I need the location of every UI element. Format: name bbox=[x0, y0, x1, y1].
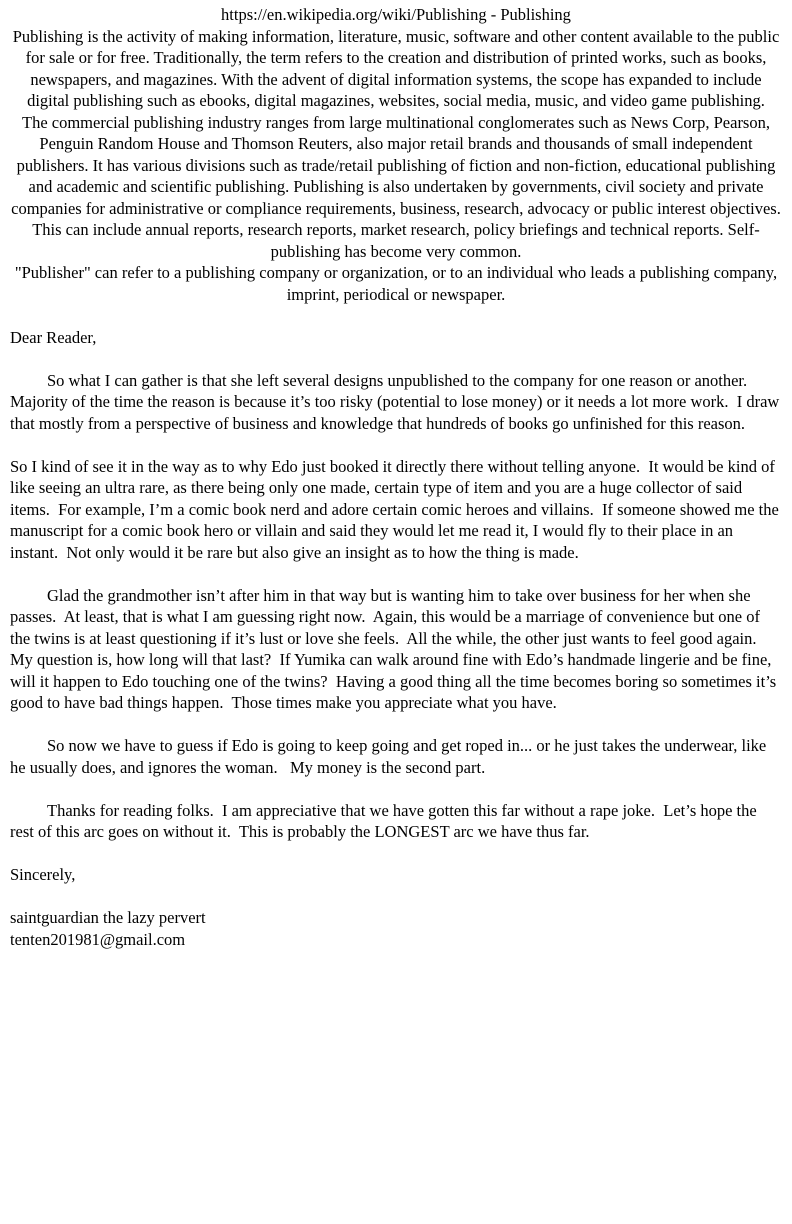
wiki-summary-paragraph-1: Publishing is the activity of making information, literature, music, software and other content available to the public for sale or for free. Traditionally, the term refers to the creation and distribution of printed works, such as books, newspapers, and magazines. With the advent of digital information systems, the scope has expanded to include digital publishing such as ebooks, digital magazines, websites, social media, music, and video game publishing. bbox=[12, 26, 784, 110]
letter-paragraph-4: So now we have to guess if Edo is going to keep going and get roped in... or he just takes the underwear, like he usually does, and ignores the woman. My money is the second part. bbox=[10, 736, 771, 777]
closing: Sincerely, bbox=[10, 865, 76, 884]
wiki-summary-paragraph-2: The commercial publishing industry ranges from large multinational conglomerates such as News Corp, Pearson, Penguin Random House and Thomson Reuters, also major retail brands and thousands of small independent publishers. It has various divisions such as trade/retail publishing of fiction and non-fiction, educational publishing and academic and scientific publishing. Publishing is also undertaken by governments, civil society and private companies for administrative or compliance requirements, business, research, advocacy or public interest objectives. This can include annual reports, research reports, market research, policy briefings and technical reports. Self-publishing has become very common. bbox=[11, 112, 785, 261]
letter-paragraph-1: So what I can gather is that she left several designs unpublished to the company for one reason or another. Majority of the time the reason is because it’s too risky (potential to lose money) or it needs a lot more work. I draw that mostly from a perspective of business and knowledge that hundreds of books go unfinished for this reason. bbox=[10, 370, 784, 433]
signature-name: saintguardian the lazy pervert bbox=[10, 908, 206, 927]
signature-email: tenten201981@gmail.com bbox=[10, 929, 186, 949]
header-url-line: https://en.wikipedia.org/wiki/Publishing - Publishing bbox=[221, 5, 571, 24]
letter-paragraph-2: So I kind of see it in the way as to why Edo just booked it directly there without telling anyone. It would be kind of like seeing an ultra rare, as there being only one made, certain type of item and you are a huge collector of said items. For example, I’m a comic book nerd and adore certain comic heroes and villains. If someone showed me the manuscript for a comic book hero or villain and said they would let me read it, I would fly to their place in an instant. Not only would it be rare but also give an insight as to how the thing is made. bbox=[10, 456, 783, 562]
letter-paragraph-3: Glad the grandmother isn’t after him in that way but is wanting him to take over business for her when she passes. At least, that is what I am guessing right now. Again, this would be a marriage of convenience but one of the twins is at least questioning if it’s lust or love she feels. All the while, the other just wants to feel good again. My question is, how long will that last? If Yumika can walk around fine with Edo’s handmade lingerie and be fine, will it happen to Edo touching one of the twins? Having a good thing all the time becomes boring so sometimes it’s good to have bad things happen. Those times make you appreciate what you have. bbox=[10, 585, 781, 712]
salutation: Dear Reader, bbox=[10, 327, 97, 347]
letter-paragraph-5: Thanks for reading folks. I am appreciative that we have gotten this far without a rape joke. Let’s hope the rest of this arc goes on without it. This is probably the LONGEST arc we have thus far. bbox=[10, 800, 761, 841]
wiki-summary-paragraph-3: "Publisher" can refer to a publishing company or organization, or to an individual who leads a publishing company, imprint, periodical or newspaper. bbox=[14, 263, 782, 304]
